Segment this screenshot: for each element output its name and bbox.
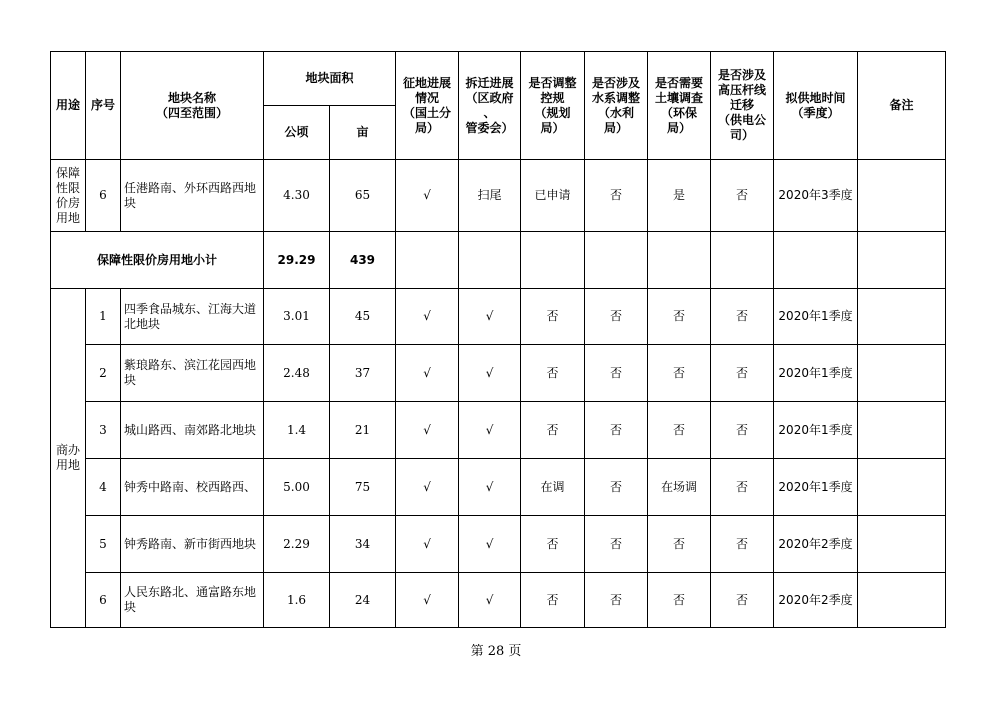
supply-time-cell: 2020年1季度 [774, 402, 858, 459]
remark-cell [858, 345, 946, 402]
supply-time-cell: 2020年3季度 [774, 160, 858, 232]
remark-cell [858, 289, 946, 345]
demolition-cell: √ [459, 573, 521, 628]
subtotal-row [51, 232, 946, 289]
seq-cell: 4 [86, 459, 121, 516]
mu-cell: 24 [330, 573, 396, 628]
header-plan-adjust: 是否调整 控规 （规划 局） [521, 52, 585, 160]
table-row [51, 289, 946, 345]
header-demolition: 拆迁进展 （区政府 、 管委会） [459, 52, 521, 160]
mu-cell: 34 [330, 516, 396, 573]
name-cell: 钟秀中路南、校西路西、 [121, 459, 264, 516]
plan-adjust-cell: 否 [521, 573, 585, 628]
remark-cell [858, 516, 946, 573]
soil-cell: 否 [648, 402, 711, 459]
water-cell: 否 [585, 289, 648, 345]
table-row [51, 516, 946, 573]
subtotal-hectare: 29.29 [264, 232, 330, 289]
plan-adjust-cell: 否 [521, 289, 585, 345]
remark-cell [858, 459, 946, 516]
soil-cell: 否 [648, 345, 711, 402]
hectare-cell: 2.48 [264, 345, 330, 402]
header-seq: 序号 [86, 52, 121, 160]
remark-cell [858, 160, 946, 232]
seq-cell: 1 [86, 289, 121, 345]
demolition-cell: √ [459, 289, 521, 345]
subtotal-mu: 439 [330, 232, 396, 289]
soil-cell: 是 [648, 160, 711, 232]
water-cell: 否 [585, 516, 648, 573]
mu-cell: 45 [330, 289, 396, 345]
plan-adjust-cell: 否 [521, 345, 585, 402]
seq-cell: 3 [86, 402, 121, 459]
demolition-cell: √ [459, 345, 521, 402]
water-cell: 否 [585, 573, 648, 628]
supply-time-cell: 2020年1季度 [774, 289, 858, 345]
land-supply-table [50, 51, 946, 628]
header-soil: 是否需要 土壤调查 （环保 局） [648, 52, 711, 160]
land-acq-cell: √ [396, 160, 459, 232]
land-acq-cell: √ [396, 573, 459, 628]
table-row [51, 160, 946, 232]
plan-adjust-cell: 已申请 [521, 160, 585, 232]
power-cell: 否 [711, 573, 774, 628]
land-acq-cell: √ [396, 516, 459, 573]
plan-adjust-cell: 否 [521, 516, 585, 573]
supply-time-cell: 2020年1季度 [774, 459, 858, 516]
page-number: 第 28 页 [470, 644, 522, 659]
header-name: 地块名称 （四至范围） [121, 52, 264, 160]
mu-cell: 37 [330, 345, 396, 402]
name-cell: 城山路西、南郊路北地块 [121, 402, 264, 459]
land-acq-cell: √ [396, 289, 459, 345]
water-cell: 否 [585, 160, 648, 232]
hectare-cell: 4.30 [264, 160, 330, 232]
header-remark: 备注 [858, 52, 946, 160]
hectare-cell: 1.4 [264, 402, 330, 459]
power-cell: 否 [711, 160, 774, 232]
demolition-cell: √ [459, 402, 521, 459]
hectare-cell: 3.01 [264, 289, 330, 345]
land-acq-cell: √ [396, 402, 459, 459]
plan-adjust-cell: 在调 [521, 459, 585, 516]
water-cell: 否 [585, 345, 648, 402]
demolition-cell: √ [459, 459, 521, 516]
demolition-cell: √ [459, 516, 521, 573]
name-cell: 紫琅路东、滨江花园西地块 [121, 345, 264, 402]
hectare-cell: 5.00 [264, 459, 330, 516]
power-cell: 否 [711, 345, 774, 402]
supply-time-cell: 2020年2季度 [774, 573, 858, 628]
table-row [51, 573, 946, 628]
soil-cell: 否 [648, 573, 711, 628]
remark-cell [858, 573, 946, 628]
remark-cell [858, 402, 946, 459]
seq-cell: 2 [86, 345, 121, 402]
water-cell: 否 [585, 402, 648, 459]
name-cell: 四季食品城东、江海大道北地块 [121, 289, 264, 345]
header-water: 是否涉及 水系调整 （水利 局） [585, 52, 648, 160]
table-row [51, 345, 946, 402]
mu-cell: 21 [330, 402, 396, 459]
header-mu: 亩 [330, 106, 396, 160]
header-use: 用途 [51, 52, 86, 160]
seq-cell: 5 [86, 516, 121, 573]
hectare-cell: 1.6 [264, 573, 330, 628]
power-cell: 否 [711, 289, 774, 345]
water-cell: 否 [585, 459, 648, 516]
supply-time-cell: 2020年1季度 [774, 345, 858, 402]
header-hectare: 公顷 [264, 106, 330, 160]
mu-cell: 65 [330, 160, 396, 232]
soil-cell: 否 [648, 289, 711, 345]
header-land-acq: 征地进展 情况 （国土分 局） [396, 52, 459, 160]
land-acq-cell: √ [396, 459, 459, 516]
name-cell: 钟秀路南、新市街西地块 [121, 516, 264, 573]
name-cell: 任港路南、外环西路西地块 [121, 160, 264, 232]
name-cell: 人民东路北、通富路东地块 [121, 573, 264, 628]
use-cell: 商办 用地 [51, 289, 86, 628]
header-supply-time: 拟供地时间 （季度） [774, 52, 858, 160]
use-cell: 保障 性限 价房 用地 [51, 160, 86, 232]
hectare-cell: 2.29 [264, 516, 330, 573]
table-row [51, 459, 946, 516]
plan-adjust-cell: 否 [521, 402, 585, 459]
power-cell: 否 [711, 459, 774, 516]
header-power: 是否涉及 高压杆线 迁移 （供电公 司） [711, 52, 774, 160]
soil-cell: 否 [648, 516, 711, 573]
demolition-cell: 扫尾 [459, 160, 521, 232]
mu-cell: 75 [330, 459, 396, 516]
header-area: 地块面积 [264, 52, 396, 106]
table-row [51, 402, 946, 459]
power-cell: 否 [711, 402, 774, 459]
seq-cell: 6 [86, 573, 121, 628]
supply-time-cell: 2020年2季度 [774, 516, 858, 573]
soil-cell: 在场调 [648, 459, 711, 516]
power-cell: 否 [711, 516, 774, 573]
seq-cell: 6 [86, 160, 121, 232]
subtotal-label: 保障性限价房用地小计 [51, 232, 264, 289]
land-acq-cell: √ [396, 345, 459, 402]
